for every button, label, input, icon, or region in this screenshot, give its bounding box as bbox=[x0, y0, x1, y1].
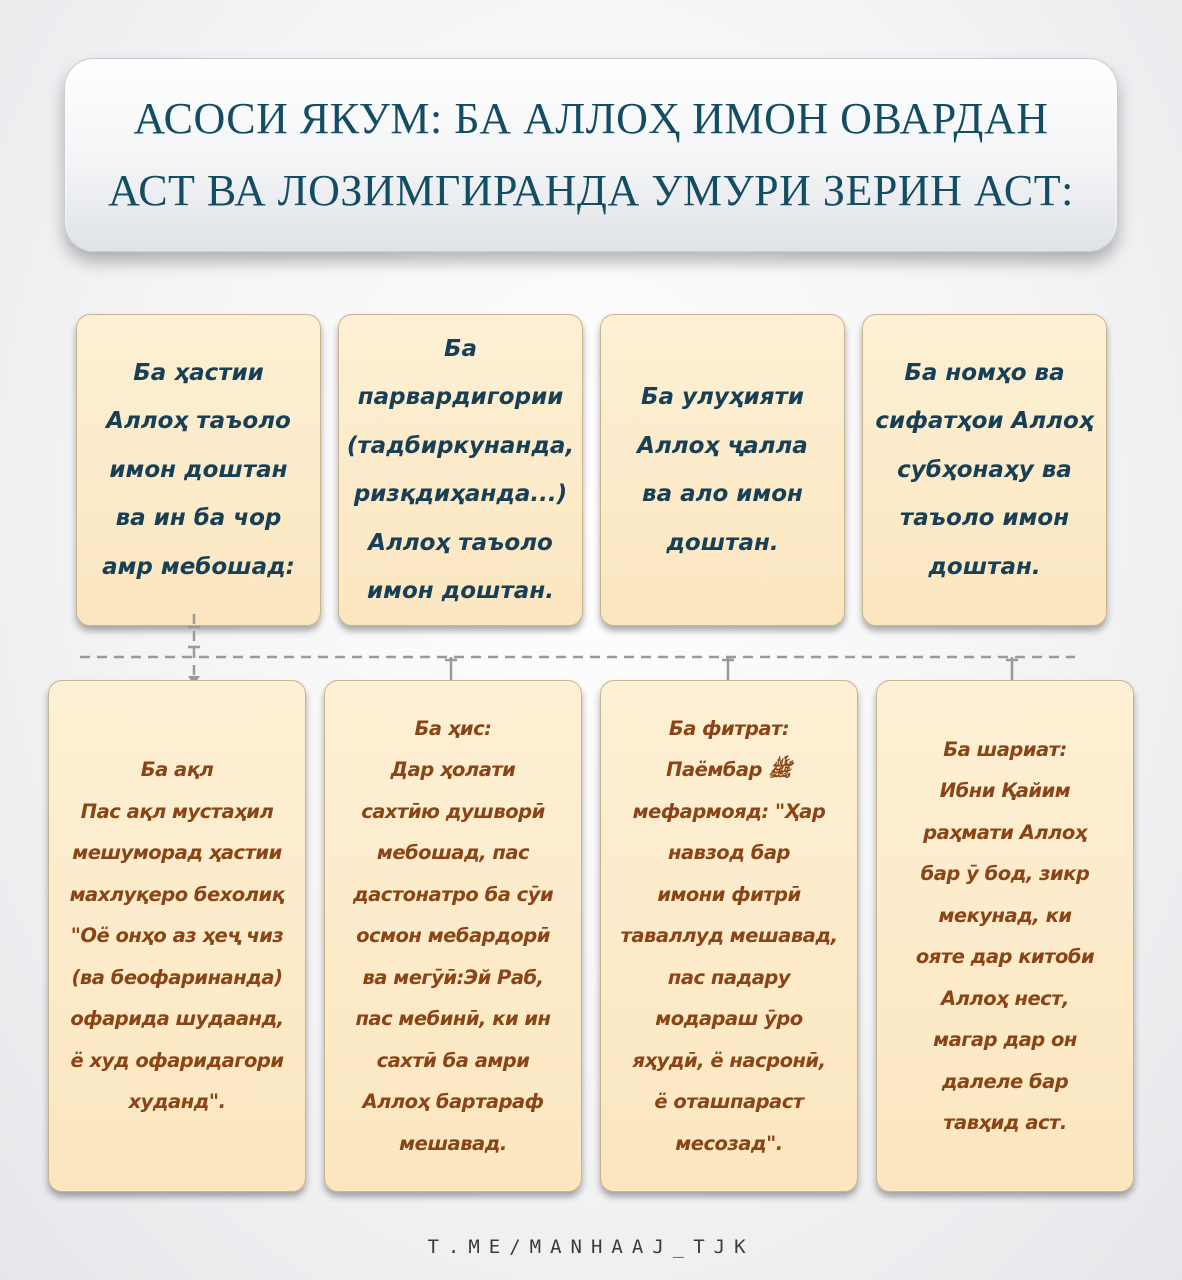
top-card-text: Ба номҳо ва сифатҳои Аллоҳ субҳонаҳу ва таъоло имон доштан. bbox=[875, 359, 1094, 580]
top-card-divinity bbox=[600, 314, 845, 626]
bottom-card-text: Ба ақл Пас ақл мустаҳил мешуморад ҳастии махлуқеро бехолиқ "Оё онҳо аз ҳеҷ чиз (ва беофаринанда) офарида шудаанд, ё худ офаридагори худанд". bbox=[69, 758, 285, 1114]
title-line-1: АСОСИ ЯКУМ: БА АЛЛОҲ ИМОН ОВАРДАН bbox=[133, 94, 1049, 143]
bottom-card-reason bbox=[48, 680, 306, 1192]
footer-channel-link: T.ME/MANHAAJ_TJK bbox=[427, 1236, 755, 1258]
top-card-names-attributes bbox=[862, 314, 1107, 626]
top-card-text: Ба ҳастии Аллоҳ таъоло имон доштан ва ин ба чор амр мебошад: bbox=[102, 359, 295, 580]
top-card-existence bbox=[76, 314, 321, 626]
title-line-2: АСТ ВА ЛОЗИМГИРАНДА УМУРИ ЗЕРИН АСТ: bbox=[108, 166, 1074, 215]
title-banner bbox=[64, 58, 1118, 252]
bottom-card-nature bbox=[600, 680, 858, 1192]
top-card-lordship bbox=[338, 314, 583, 626]
bottom-card-senses bbox=[324, 680, 582, 1192]
top-card-text: Ба парвардигории (тадбиркунанда, ризқдиҳанда...) Аллоҳ таъоло имон доштан. bbox=[346, 335, 575, 604]
bottom-card-text: Ба фитрат: Паёмбар ﷺ мефармояд: "Ҳар навзод бар имони фитрӣ таваллуд мешавад, пас падару модараш ӯро яҳудӣ, ё насронӣ, ё оташпараст месозад". bbox=[620, 716, 838, 1155]
bottom-card-sharia bbox=[876, 680, 1134, 1192]
top-card-text: Ба улуҳияти Аллоҳ ҷалла ва ало имон доштан. bbox=[637, 384, 808, 556]
bottom-card-text: Ба ҳис: Дар ҳолати сахтӣю душворӣ мебошад, пас дастонатро ба сӯи осмон мебардорӣ ва мегӯӣ:Эй Раб, пас мебинӣ, ки ин сахтӣ ба амри Аллоҳ бартараф мешавад. bbox=[352, 716, 554, 1155]
bottom-card-text: Ба шариат: Ибни Қайим раҳмати Аллоҳ бар ӯ бод, зикр мекунад, ки ояте дар китоби Аллоҳ нест, магар дар он далеле бар тавҳид аст. bbox=[915, 737, 1095, 1134]
